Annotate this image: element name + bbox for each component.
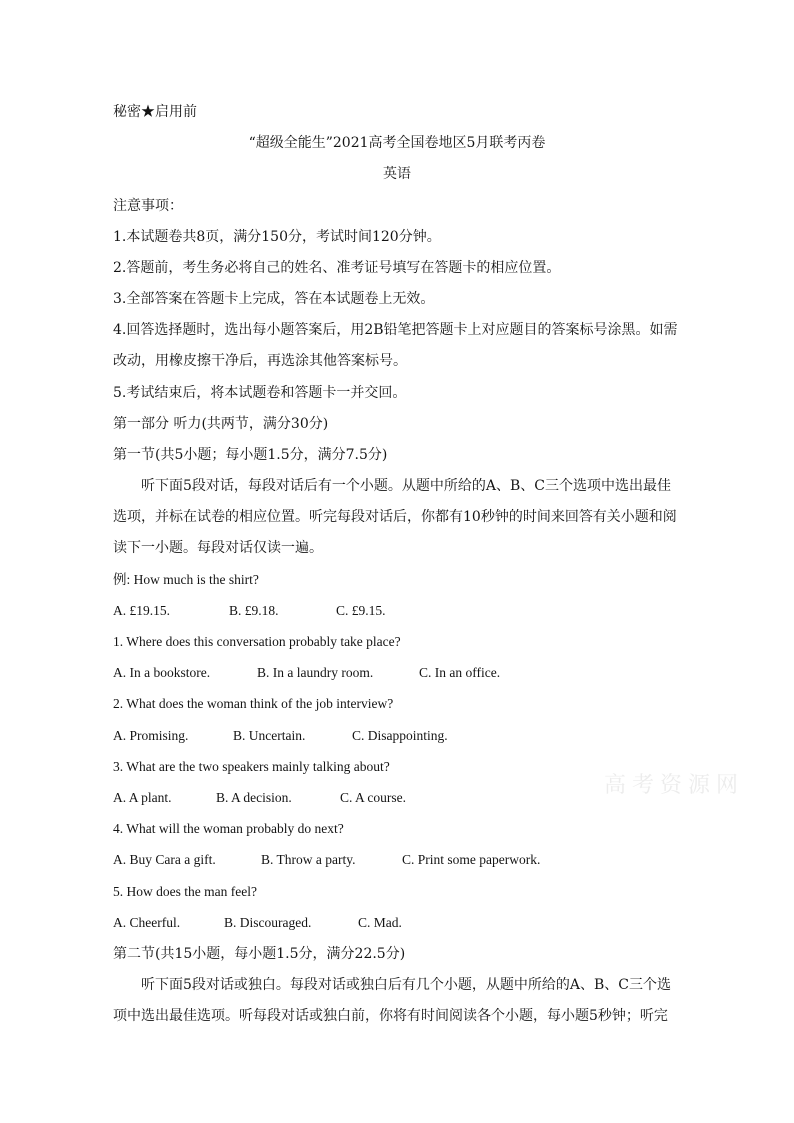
section1-title: 第一节(共5小题；每小题1.5分，满分7.5分) <box>113 447 388 463</box>
watermark: 高考资源网 <box>604 773 745 798</box>
subject-title: 英语 <box>383 166 411 182</box>
question-1: 1. Where does this conversation probably take place? <box>113 634 401 649</box>
example-option-c: C. £9.15. <box>336 603 386 618</box>
q3-option-b: B. A decision. <box>216 790 292 805</box>
note-1: 1.本试题卷共8页，满分150分，考试时间120分钟。 <box>113 229 441 245</box>
note-5: 5.考试结束后，将本试题卷和答题卡一并交回。 <box>113 385 407 401</box>
section1-instruction-3: 读下一小题。每段对话仅读一遍。 <box>113 540 323 556</box>
q1-option-c: C. In an office. <box>419 665 501 680</box>
exam-title: “超级全能生”2021高考全国卷地区5月联考丙卷 <box>248 135 546 151</box>
part1-title: 第一部分 听力(共两节，满分30分) <box>113 416 329 432</box>
section1-instruction-1: 听下面5段对话，每段对话后有一个小题。从题中所给的A、B、C三个选项中选出最佳 <box>141 478 672 494</box>
question-3: 3. What are the two speakers mainly talking about? <box>113 759 390 774</box>
note-3: 3.全部答案在答题卡上完成，答在本试题卷上无效。 <box>113 291 435 307</box>
q4-option-c: C. Print some paperwork. <box>402 852 541 867</box>
q1-option-b: B. In a laundry room. <box>257 665 374 680</box>
example-option-b: B. £9.18. <box>229 603 279 618</box>
section2-instruction-2: 项中选出最佳选项。听每段对话或独白前，你将有时间阅读各个小题，每小题5秒钟；听完 <box>113 1008 668 1024</box>
notes-heading: 注意事项： <box>113 198 183 214</box>
example-option-a: A. £19.15. <box>113 603 170 618</box>
q5-option-c: C. Mad. <box>358 915 402 930</box>
example-question: 例: How much is the shirt? <box>113 572 259 587</box>
q5-option-a: A. Cheerful. <box>113 915 181 930</box>
q1-option-a: A. In a bookstore. <box>113 665 211 680</box>
q4-option-a: A. Buy Cara a gift. <box>113 852 216 867</box>
question-4: 4. What will the woman probably do next? <box>113 821 344 836</box>
q2-option-b: B. Uncertain. <box>233 728 306 743</box>
q5-option-b: B. Discouraged. <box>224 915 312 930</box>
q3-option-c: C. A course. <box>340 790 406 805</box>
note-4-line-2: 改动，用橡皮擦干净后，再选涂其他答案标号。 <box>113 353 407 369</box>
section1-instruction-2: 选项，并标在试卷的相应位置。听完每段对话后，你都有10秒钟的时间来回答有关小题和阅 <box>113 509 677 525</box>
q2-option-a: A. Promising. <box>113 728 189 743</box>
question-5: 5. How does the man feel? <box>113 884 257 899</box>
q4-option-b: B. Throw a party. <box>261 852 356 867</box>
q3-option-a: A. A plant. <box>113 790 172 805</box>
section2-instruction-1: 听下面5段对话或独白。每段对话或独白后有几个小题，从题中所给的A、B、C三个选 <box>141 977 672 993</box>
section2-title: 第二节(共15小题，每小题1.5分，满分22.5分) <box>113 946 406 962</box>
question-2: 2. What does the woman think of the job interview? <box>113 696 394 711</box>
note-2: 2.答题前，考生务必将自己的姓名、准考证号填写在答题卡的相应位置。 <box>113 260 561 276</box>
secret-label: 秘密★启用前 <box>113 104 197 120</box>
note-4-line-1: 4.回答选择题时，选出每小题答案后，用2B铅笔把答题卡上对应题目的答案标号涂黑。如需 <box>113 322 678 338</box>
q2-option-c: C. Disappointing. <box>352 728 448 743</box>
